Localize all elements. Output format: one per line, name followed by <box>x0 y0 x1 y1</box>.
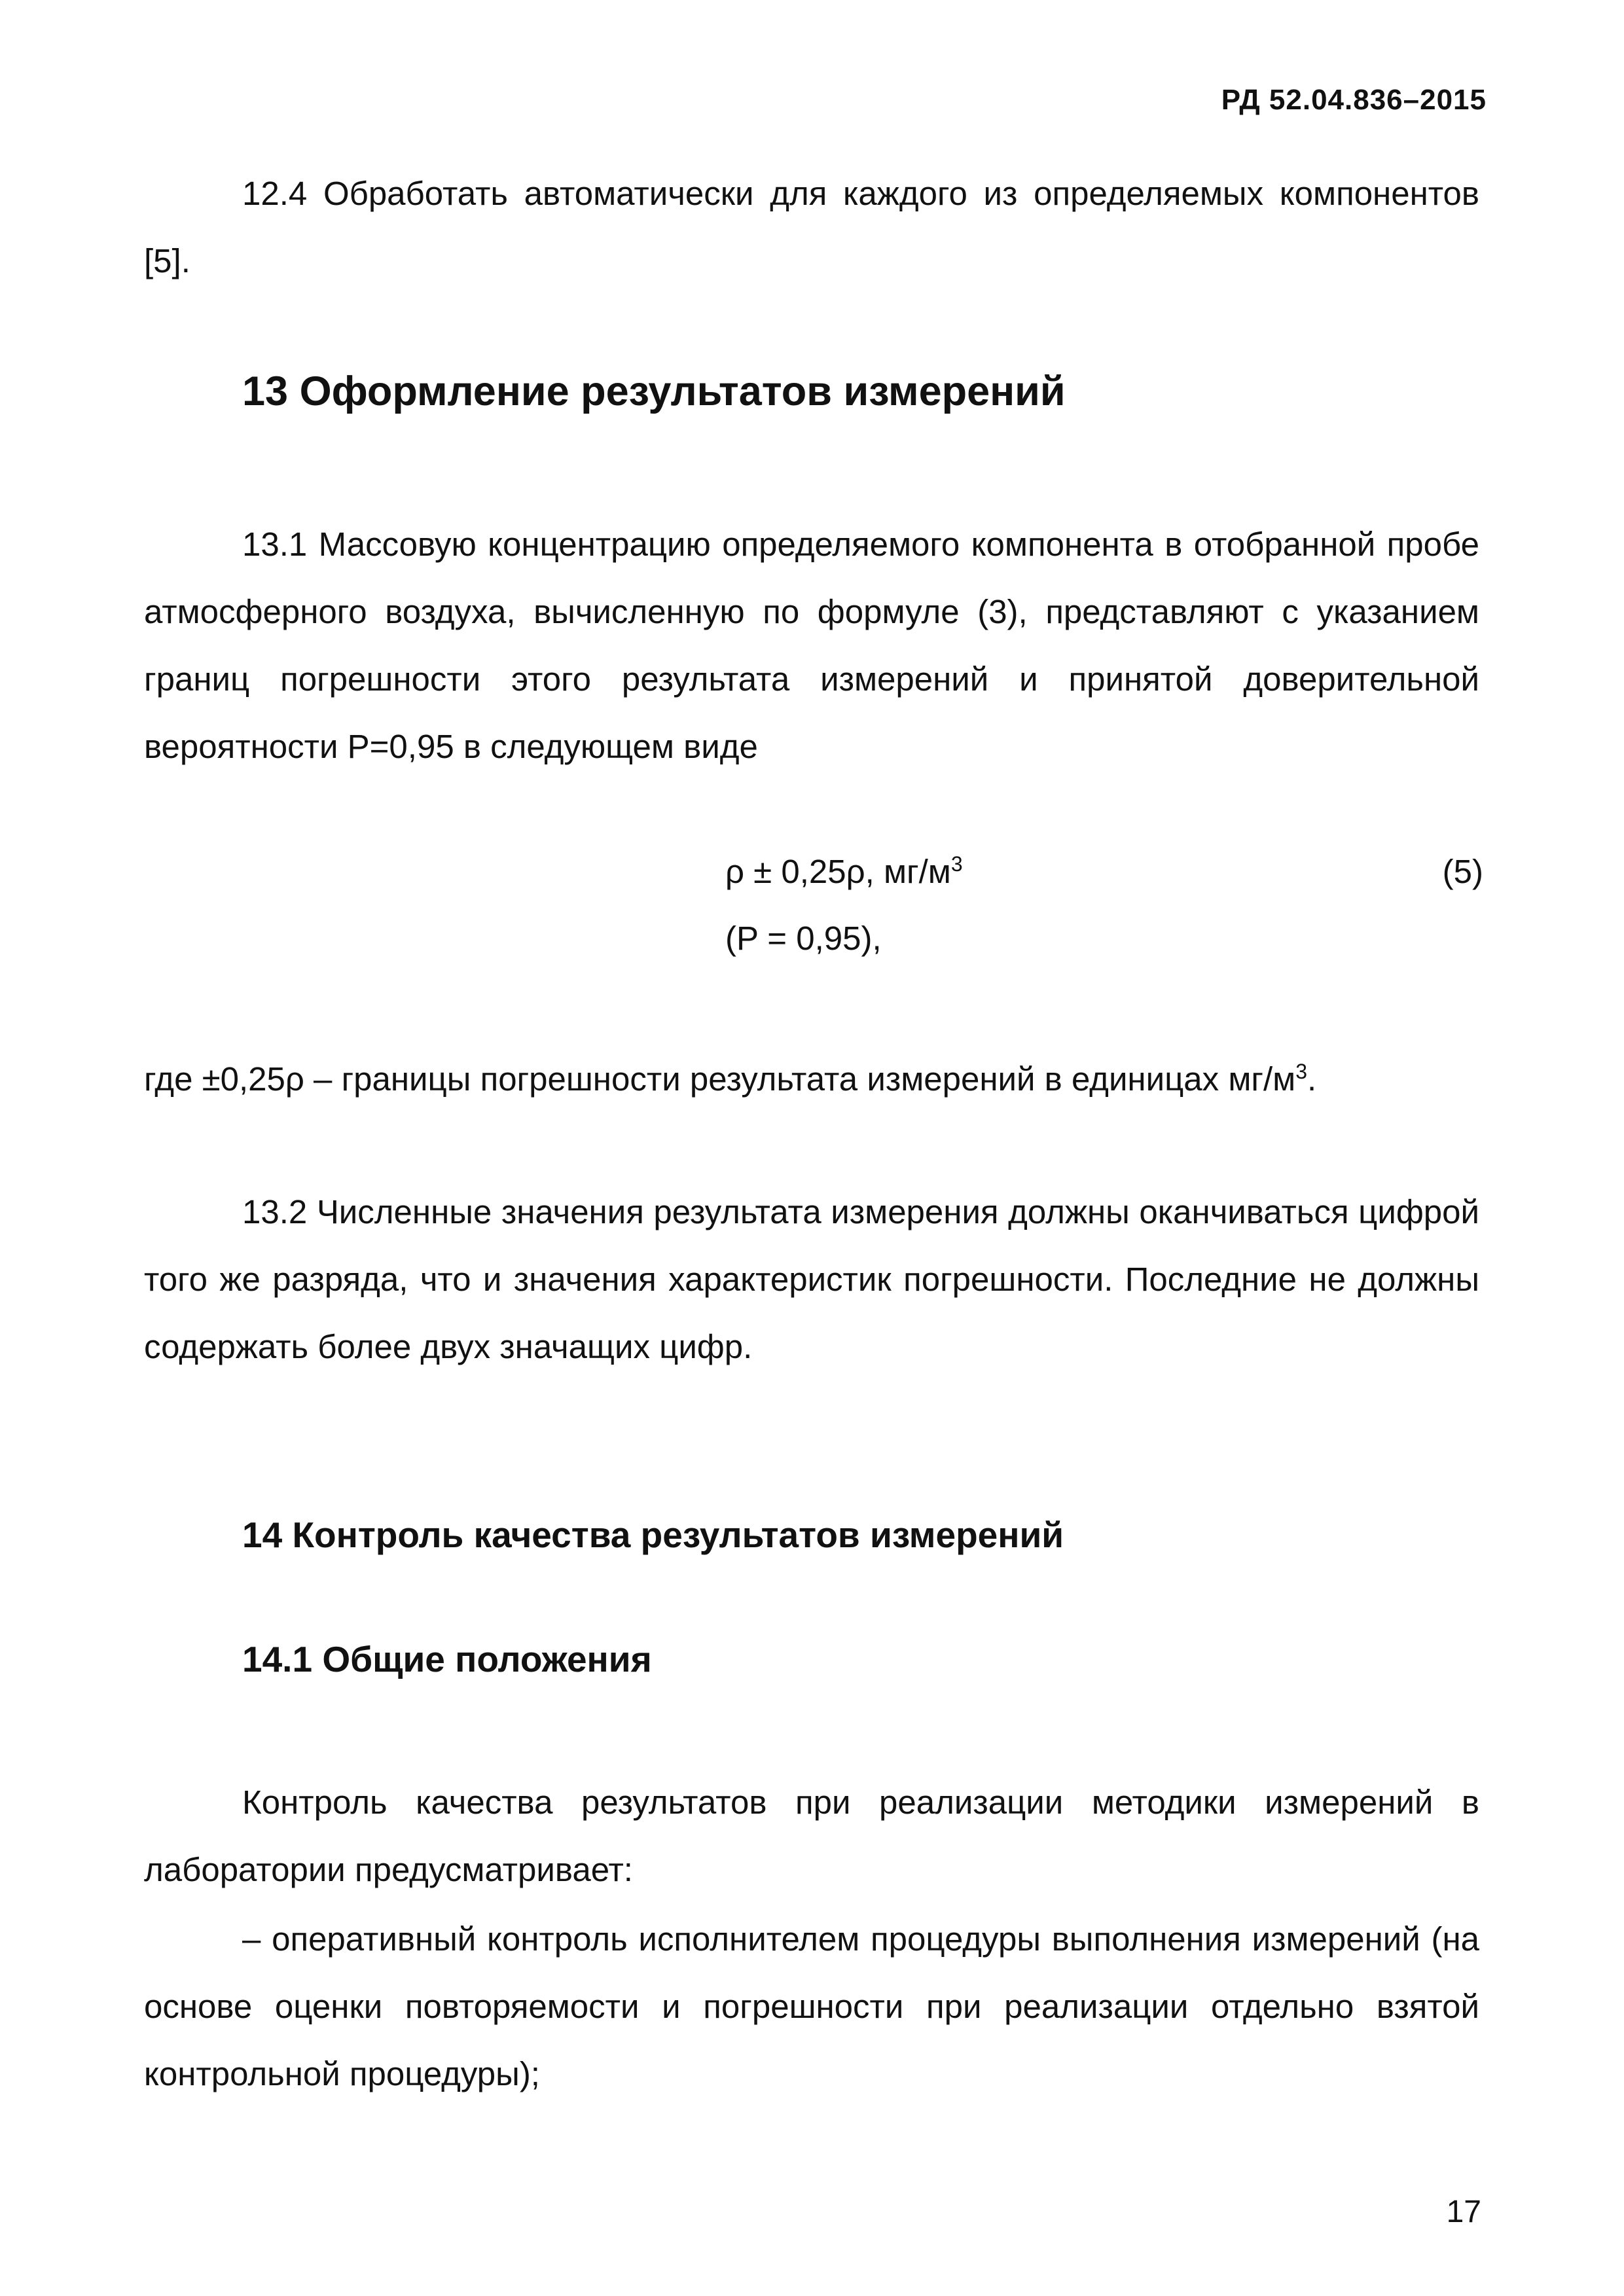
section-heading-13: 13 Оформление результатов измерений <box>242 368 1066 414</box>
paragraph-13-2: 13.2 Численные значения результата измерения должны оканчиваться цифрой того же разряда, что и значения характеристик погрешности. Последние не должны содержать более двух значащих цифр. <box>144 1193 1479 1365</box>
where-clause <box>144 1045 1479 1113</box>
where-end: . <box>1307 1060 1317 1098</box>
page-number: 17 <box>1446 2195 1481 2229</box>
subsection-heading-14-1: 14.1 Общие положения <box>242 1639 652 1679</box>
formula-expression: ρ ± 0,25ρ, мг/м <box>725 853 951 890</box>
document-code: РД 52.04.836–2015 <box>1221 84 1487 116</box>
formula-condition: (P = 0,95), <box>725 920 882 957</box>
where-text: где ±0,25ρ – границы погрешности результата измерений в единицах мг/м <box>144 1060 1296 1098</box>
section-heading-14: 14 Контроль качества результатов измерений <box>242 1515 1064 1555</box>
paragraph-12-4: 12.4 Обработать автоматически для каждого из определяемых компонентов [5]. <box>144 175 1479 279</box>
paragraph-13-1: 13.1 Массовую концентрацию определяемого компонента в отобранной пробе атмосферного воздуха, вычисленную по формуле (3), представляют с указанием границ погрешности этого результата измерений и принятой доверительной вероятности P=0,95 в следующем виде <box>144 526 1479 765</box>
formula-superscript: 3 <box>950 852 963 876</box>
where-superscript: 3 <box>1295 1060 1308 1083</box>
list-item-operative-control: – оперативный контроль исполнителем процедуры выполнения измерений (на основе оценки повторяемости и погрешности при реализации отдельно взятой контрольной процедуры); <box>144 1920 1479 2092</box>
formula-5 <box>725 852 963 891</box>
paragraph-14-intro: Контроль качества результатов при реализации методики измерений в лаборатории предусматривает: <box>144 1784 1479 1888</box>
formula-number: (5) <box>1442 853 1483 890</box>
